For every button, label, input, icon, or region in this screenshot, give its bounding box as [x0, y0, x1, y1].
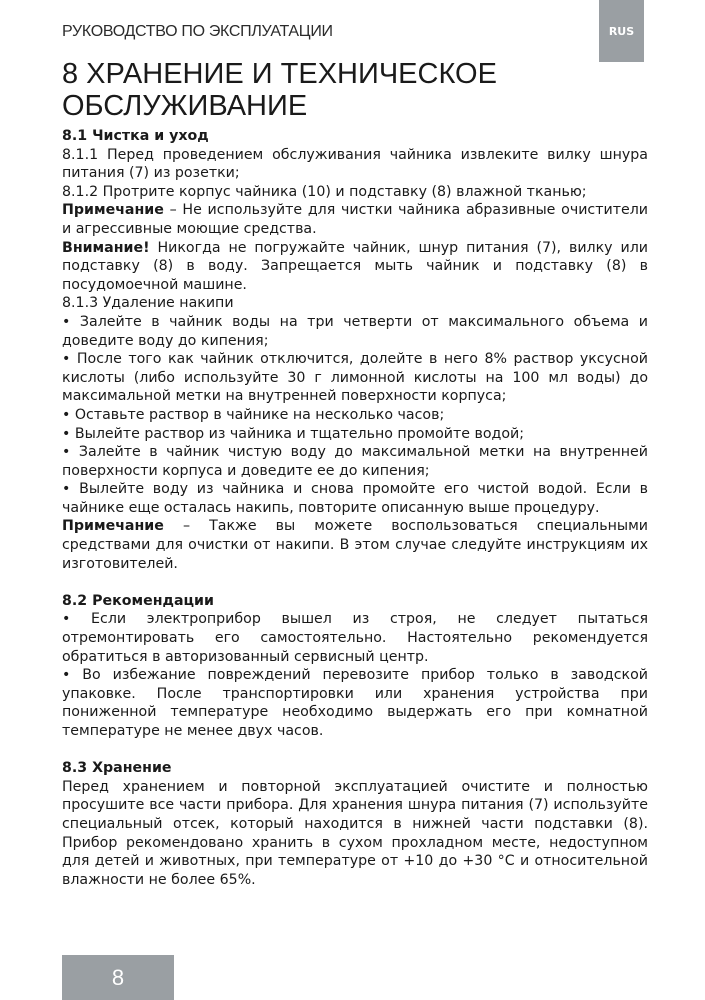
list-item: • Если электроприбор вышел из строя, не следует пытаться отремонтировать его самостоятельно. Настоятельно рекомендуется обратиться в авторизованный сервисный центр.	[62, 611, 648, 665]
list-item: • Залейте в чайник воды на три четверти от максимального объема и доведите воду до кипения;	[62, 313, 648, 349]
paragraph-storage: Перед хранением и повторной эксплуатацией очистите и полностью просушите все части прибора. Для хранения шнура питания (7) используйте специальный отсек, который находится в нижней части подставки (8). Прибор рекомендовано хранить в сухом прохладном месте, недоступном для детей и животных, при температуре от +10 до +30 °С и относительной влажности не более 65%.	[62, 778, 648, 888]
note-paragraph	[62, 201, 648, 238]
list-item: • Вылейте воду из чайника и снова промойте его чистой водой. Если в чайнике еще осталась накипь, повторите описанную выше процедуру.	[62, 481, 648, 516]
list-item: • Вылейте раствор из чайника и тщательно промойте водой;	[62, 425, 525, 442]
list-item: • Во избежание повреждений перевозите прибор только в заводской упаковке. После транспортировки или хранения устройства при пониженной температуре необходимо выдержать его при комнатной температуре не менее двух часов.	[62, 667, 648, 739]
note-text: – Не используйте для чистки чайника абразивные очистители и агрессивные моющие средства.	[62, 202, 648, 237]
running-header: РУКОВОДСТВО ПО ЭКСПЛУАТАЦИИ	[62, 23, 333, 40]
section-spacer	[62, 573, 648, 592]
paragraph-descaling: 8.1.3 Удаление накипи	[62, 295, 234, 312]
paragraph-wipe: 8.1.2 Протрите корпус чайника (10) и подставку (8) влажной тканью;	[62, 183, 587, 200]
note-label-2: Примечание	[62, 518, 164, 535]
section-heading-storage: 8.3 Хранение	[62, 760, 172, 777]
page-number: 8	[62, 955, 174, 1000]
warning-paragraph	[62, 239, 648, 295]
list-item: • После того как чайник отключится, долейте в него 8% раствор уксусной кислоты (либо используйте 30 г лимонной кислоты на 100 мл воды) до максимальной метки на внутренней поверхности корпуса;	[62, 351, 648, 405]
list-item: • Оставьте раствор в чайнике на несколько часов;	[62, 406, 445, 423]
note-text-2: – Также вы можете воспользоваться специальными средствами для очистки от накипи. В этом случае следуйте инструкциям их изготовителей.	[62, 518, 648, 572]
language-badge: RUS	[599, 0, 644, 62]
warning-label: Внимание!	[62, 239, 150, 256]
section-spacer	[62, 741, 648, 760]
section-heading-cleaning: 8.1 Чистка и уход	[62, 128, 209, 144]
chapter-title: 8 ХРАНЕНИЕ И ТЕХНИЧЕСКОЕ ОБСЛУЖИВАНИЕ	[62, 58, 497, 122]
content-body	[62, 127, 648, 889]
section-heading-recommendations: 8.2 Рекомендации	[62, 592, 214, 609]
list-item: • Залейте в чайник чистую воду до максимальной метки на внутренней поверхности корпуса и доведите ее до кипения;	[62, 444, 648, 479]
note-paragraph-2	[62, 517, 648, 573]
paragraph-unplug: 8.1.1 Перед проведением обслуживания чайника извлеките вилку шнура питания (7) из розетки;	[62, 146, 648, 182]
warning-text: Никогда не погружайте чайник, шнур питания (7), вилку или подставку (8) в воду. Запрещается мыть чайник и подставку (8) в посудомоечной машине.	[62, 239, 648, 293]
note-label: Примечание	[62, 202, 164, 219]
